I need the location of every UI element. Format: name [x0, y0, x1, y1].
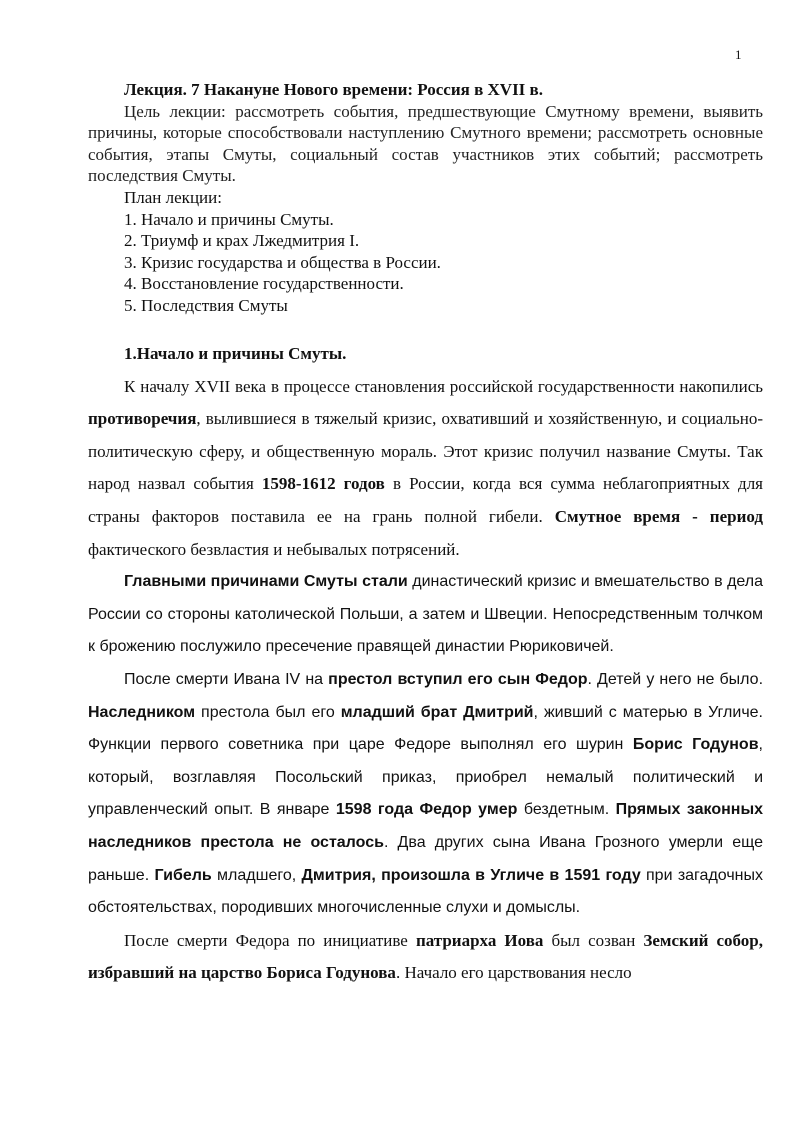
lecture-goal: Цель лекции: рассмотреть события, предшествующие Смутному времени, выявить причины, которые способствовали наступлению Смутного времени; рассмотреть основные события, этапы Смуты, социальный состав участников этих событий; рассмотреть последствия Смуты.: [88, 101, 763, 186]
p2-text-b: династический кризис и вмешательство в дела России со стороны католической Польши, а затем и Швеции. Непосредственным толчком к брожению послужило пресечение правящей династии Рюриковичей.: [88, 573, 764, 656]
p3-text-i: , который, возглавляя Посольский приказ, приобрел немалый политический и управленческий опыт. В январе: [88, 736, 763, 819]
p3-text-g: , живший с матерью в Угличе. Функции первого советника при царе Федоре выполнял его шурин: [88, 703, 763, 754]
p3-bold-no-heirs: Прямых законных наследников престола не осталось: [88, 801, 764, 851]
p3-bold-death: Гибель: [154, 866, 212, 884]
p3-text-e: престола был его: [195, 703, 341, 721]
plan-item-5: 5. Последствия Смуты: [124, 295, 288, 315]
p3-text-k: бездетным.: [517, 801, 616, 819]
p4-bold-zemsky-sobor: Земский собор, избравший на царство Бориса Годунова: [88, 930, 764, 983]
section-1: [88, 338, 763, 990]
p3-text-o: младшего,: [211, 866, 302, 884]
p3-bold-throne: престол вступил его сын Федор: [328, 670, 588, 688]
lecture-title: Лекция. 7 Накануне Нового времени: Россия в XVII в.: [124, 80, 543, 99]
p4-text-c: был созван: [543, 930, 644, 950]
paragraph-2: [88, 566, 763, 664]
p4-text-e: . Начало его царствования несло: [395, 963, 632, 983]
p1-text-a: К началу XVII века в процессе становления российской государственности накопились: [124, 376, 763, 396]
lecture-plan: [88, 187, 763, 317]
p3-text-q: при загадочных обстоятельствах, породивших многочисленные слухи и домыслы.: [88, 866, 763, 917]
p3-bold-dmitry: младший брат Дмитрий: [340, 703, 534, 721]
p1-text-c: , вылившиеся в тяжелый кризис, охвативший и хозяйственную, и социально-политическую сферу, и общественную мораль. Этот кризис получил название Смуты. Так народ назвал события: [88, 409, 763, 494]
p1-text-g: фактического безвластия и небывалых потрясений.: [88, 539, 460, 559]
p3-bold-fedor-died: 1598 года Федор умер: [335, 801, 518, 819]
plan-item-1: 1. Начало и причины Смуты.: [124, 209, 334, 229]
paragraph-1: [88, 371, 763, 567]
p1-bold-years: 1598-1612 годов: [261, 474, 385, 494]
p3-text-c: . Детей у него не было.: [587, 670, 764, 688]
p3-bold-heir: Наследником: [88, 703, 196, 721]
p2-bold-main-causes: Главными причинами Смуты стали: [124, 573, 408, 591]
plan-item-3: 3. Кризис государства и общества в России.: [124, 252, 441, 272]
p1-bold-contradictions: противоречия: [88, 409, 197, 429]
p3-text-m: . Два других сына Ивана Грозного умерли еще раньше.: [88, 833, 763, 884]
plan-title: План лекции:: [124, 187, 222, 207]
p4-bold-patriarch: патриарха Иова: [415, 930, 544, 950]
paragraph-3: [88, 664, 763, 925]
lecture-header: [88, 79, 763, 317]
p3-bold-godunov: Борис Годунов: [632, 736, 759, 754]
p3-text-a: После смерти Ивана IV на: [124, 670, 329, 688]
p3-bold-uglich: Дмитрия, произошла в Угличе в 1591 году: [301, 866, 641, 884]
p1-text-e: в России, когда вся сумма неблагоприятных для страны факторов поставила ее на грань полной гибели.: [88, 474, 764, 526]
section-heading: 1.Начало и причины Смуты.: [124, 344, 347, 363]
plan-item-2: 2. Триумф и крах Лжедмитрия I.: [124, 231, 360, 251]
page-number: 1: [735, 47, 742, 62]
p1-bold-period: Смутное время - период: [554, 506, 763, 526]
p4-text-a: После смерти Федора по инициативе: [124, 930, 416, 950]
paragraph-4: [88, 925, 763, 990]
plan-item-4: 4. Восстановление государственности.: [124, 274, 404, 294]
